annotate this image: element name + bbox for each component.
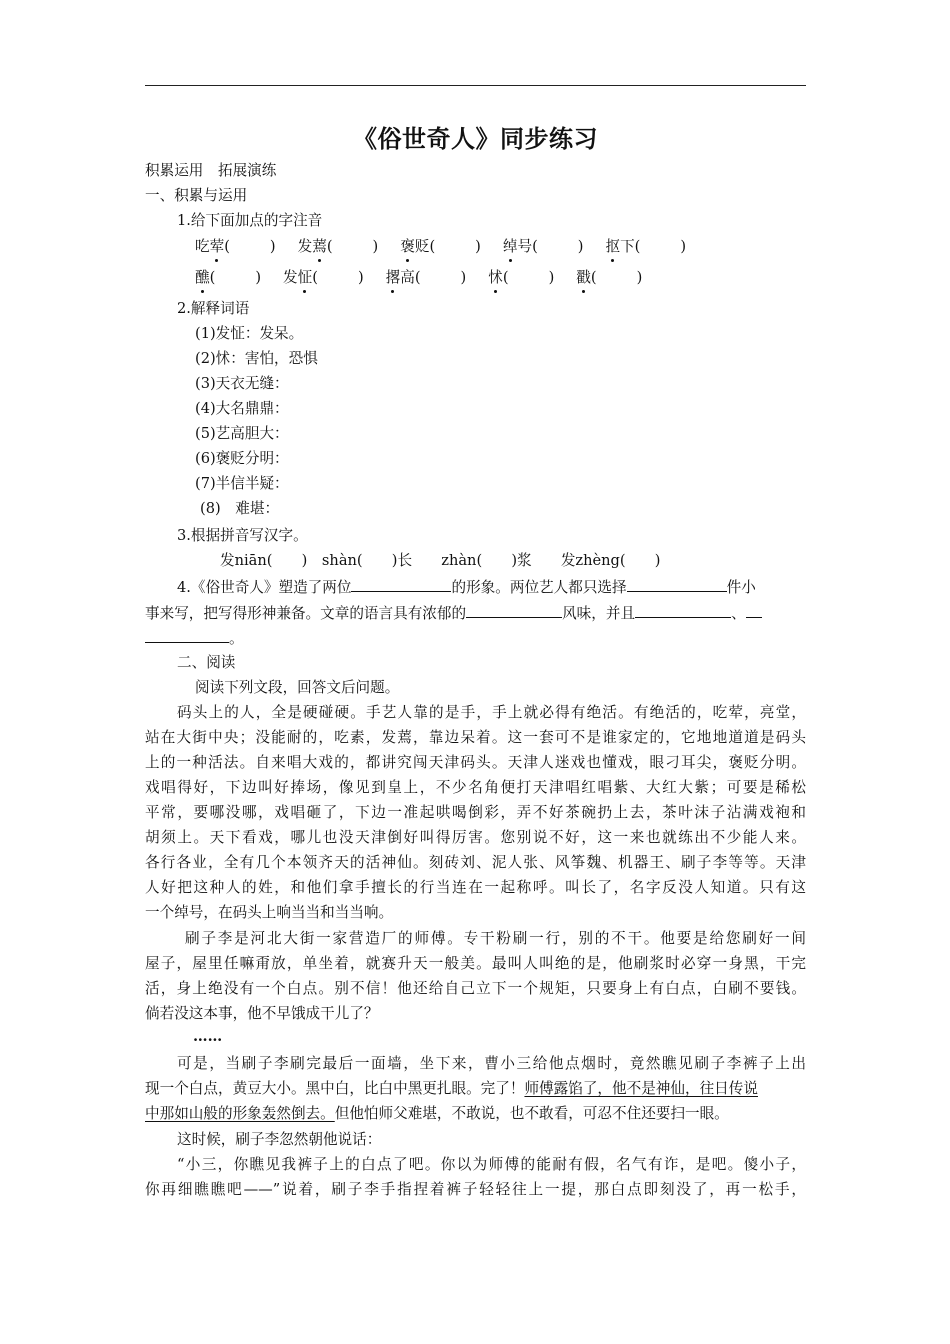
section-heading-2: 二、阅读 [177,654,236,671]
dotted-character: 醮 [195,269,210,286]
item-text: 发 [283,269,298,286]
q2-item: (7)半信半疑： [195,475,289,492]
passage-line: 这时候，刷子李忽然朝他说话： [177,1131,382,1148]
q4-line-2 [145,602,762,624]
item-text: ( [312,269,318,286]
q2-item: (5)艺高胆大： [195,425,289,442]
answer-blank[interactable] [466,602,562,618]
q2-item: (2)怵：害怕，恐惧 [195,350,318,367]
passage-line: 码头上的人，全是硬碰硬。手艺人靠的是手，手上就必得有绝活。有绝活的，吃荤，亮堂， [177,704,806,721]
passage-line: 胡须上。天下看戏，哪儿也没天津倒好叫得厉害。您别说不好，这一来也就练出不少能人来。 [145,829,806,846]
passage-line: 各行各业，全有几个本领齐天的活神仙。刻砖刘、泥人张、风筝魏、机器王、刷子李等等。天津 [145,854,806,871]
header-rule [145,85,806,86]
q4-line-1 [177,576,756,598]
answer-blank[interactable] [635,602,731,618]
underlined-sentence: 中那如山般的形象轰然倒去。 [145,1105,335,1122]
q4-text: 事来写，把写得形神兼备。文章的语言具有浓郁的 [145,605,467,622]
item-text: ) [460,269,467,286]
q2-prompt: 2.解释词语 [177,300,250,317]
passage-text: 但他怕师父难堪，不敢说，也不敢看，可忍不住还要扫一眼。 [334,1105,729,1122]
dotted-character: 抠 [605,238,621,255]
item-text: ) [255,269,262,286]
passage-line: 活，身上绝没有一个白点。别不信！他还给自己立下一个规矩，只要身上有白点，白刷不要钱。 [145,980,806,997]
pinyin-item [298,238,379,255]
pinyin-item [576,269,642,286]
pinyin-item [195,238,276,255]
answer-blank[interactable] [351,576,451,592]
q2-item: (6)褒贬分明： [195,450,289,467]
item-text: ) [372,238,379,255]
passage-line: 站在大街中央；没能耐的，吃素，发蔫，靠边呆着。这一套可不是谁家定的，它地地道道是码头 [145,729,806,746]
dotted-character: 怔 [297,269,313,286]
q2-item: (8) 难堪： [200,500,280,517]
passage-line: 一个绰号，在码头上响当当和当当响。 [145,904,394,921]
dotted-character: 荤 [209,238,225,255]
dotted-character: 褒 [400,238,415,255]
answer-blank[interactable] [145,627,229,643]
q1-row-2 [195,268,642,288]
subtitle: 积累运用 拓展演练 [145,162,277,179]
reading-prompt: 阅读下列文段，回答文后问题。 [195,679,400,696]
passage-line: 人好把这种人的姓，和他们拿手擅长的行当连在一起称呼。叫长了，名字反没人知道。只有这 [145,879,806,896]
q4-text: 4.《俗世奇人》塑造了两位 [177,579,352,596]
pinyin-item [503,238,584,255]
q4-text: 、 [731,605,746,622]
passage-line: 戏唱得好，下边叫好捧场，像见到皇上，不少名角便打天津唱红唱紫、大红大紫；可要是稀松 [145,779,806,796]
pinyin-item [195,269,261,286]
pinyin-item [283,269,364,286]
q1-prompt: 1.给下面加点的字注音 [177,212,323,229]
dotted-character: 绰 [502,238,518,255]
q4-text: 的形象。两位艺人都只选择 [451,579,627,596]
q2-item: (3)天衣无缝： [195,375,289,392]
dotted-character: 撂 [385,269,401,286]
page-title: 《俗世奇人》同步练习 [353,125,598,153]
item-text: ( [590,269,597,286]
item-text: ( [502,269,509,286]
item-text: ) [680,238,687,255]
item-text: ) [357,269,364,286]
item-text: 下( [620,238,641,255]
underlined-sentence: 师傅露馅了，他不是神仙，往日传说 [524,1080,758,1097]
item-text: 发 [297,238,313,255]
q2-item: (4)大名鼎鼎： [195,400,289,417]
passage-line: “小三，你瞧见我裤子上的白点了吧。你以为师傅的能耐有假，名气有诈，是吧。傻小子， [177,1156,806,1173]
q4-text: 风味，并且 [562,605,636,622]
dotted-character: 怵 [488,269,503,286]
answer-blank[interactable] [746,602,762,618]
q3-prompt: 3.根据拼音写汉字。 [177,527,308,544]
q4-line-3 [145,627,244,649]
q3-pinyin-line: 发niān( ) shàn( )长 zhàn( )浆 发zhèng( ) [220,552,661,569]
item-text: 贬( [414,238,436,255]
item-text: ( [209,269,216,286]
section-heading-1: 一、积累与运用 [145,187,248,204]
pinyin-item [605,238,686,255]
pinyin-item [488,269,554,286]
passage-text: 现一个白点，黄豆大小。黑中白，比白中黑更扎眼。完了！ [145,1080,525,1097]
q1-row-1 [195,237,686,257]
passage-line: 刷子李是河北大街一家营造厂的师傅。专干粉刷一行，别的不干。他要是给您刷好一间 [185,930,806,947]
item-text: ( [326,238,333,255]
item-text: ) [269,238,276,255]
item-text: ( [224,238,230,255]
dotted-character: 蔫 [312,238,327,255]
item-text: 高( [400,269,421,286]
passage-line: 倘若没这本事，他不早饿成干儿了？ [145,1005,379,1022]
passage-line: 可是，当刷子李刷完最后一面墙，坐下来，曹小三给他点烟时，竟然瞧见刷子李裤子上出 [177,1055,806,1072]
pinyin-item [400,238,481,255]
passage-line [145,1079,758,1099]
passage-line: 屋子，屋里任嘛甭放，单坐着，就赛升天一般美。最叫人叫绝的是，他刷浆时必穿一身黑，干完 [145,955,806,972]
pinyin-item [386,269,467,286]
item-text: ) [577,238,584,255]
passage-line [145,1104,729,1124]
ellipsis: …… [193,1028,223,1045]
q4-text: 。 [229,630,244,647]
answer-blank[interactable] [627,576,727,592]
item-text: ) [475,238,481,255]
dotted-character: 戳 [576,269,591,286]
item-text: 号( [517,238,538,255]
item-text: ) [636,269,643,286]
passage-line: 上的一种活法。自来唱大戏的，都讲究闯天津码头。天津人迷戏也懂戏，眼刁耳尖，褒贬分明。 [145,754,806,771]
passage-line: 平常，要哪没哪，戏唱砸了，下边一准起哄喝倒彩，弄不好茶碗扔上去，茶叶沫子沾满戏袍和 [145,804,806,821]
q2-item: (1)发怔：发呆。 [195,325,304,342]
passage-line: 你再细瞧瞧吧——”说着，刷子李手指捏着裤子轻轻往上一提，那白点即刻没了，再一松手， [145,1181,806,1198]
item-text: ) [548,269,555,286]
q4-text: 件小 [726,579,756,596]
item-text: 吃 [195,238,210,255]
